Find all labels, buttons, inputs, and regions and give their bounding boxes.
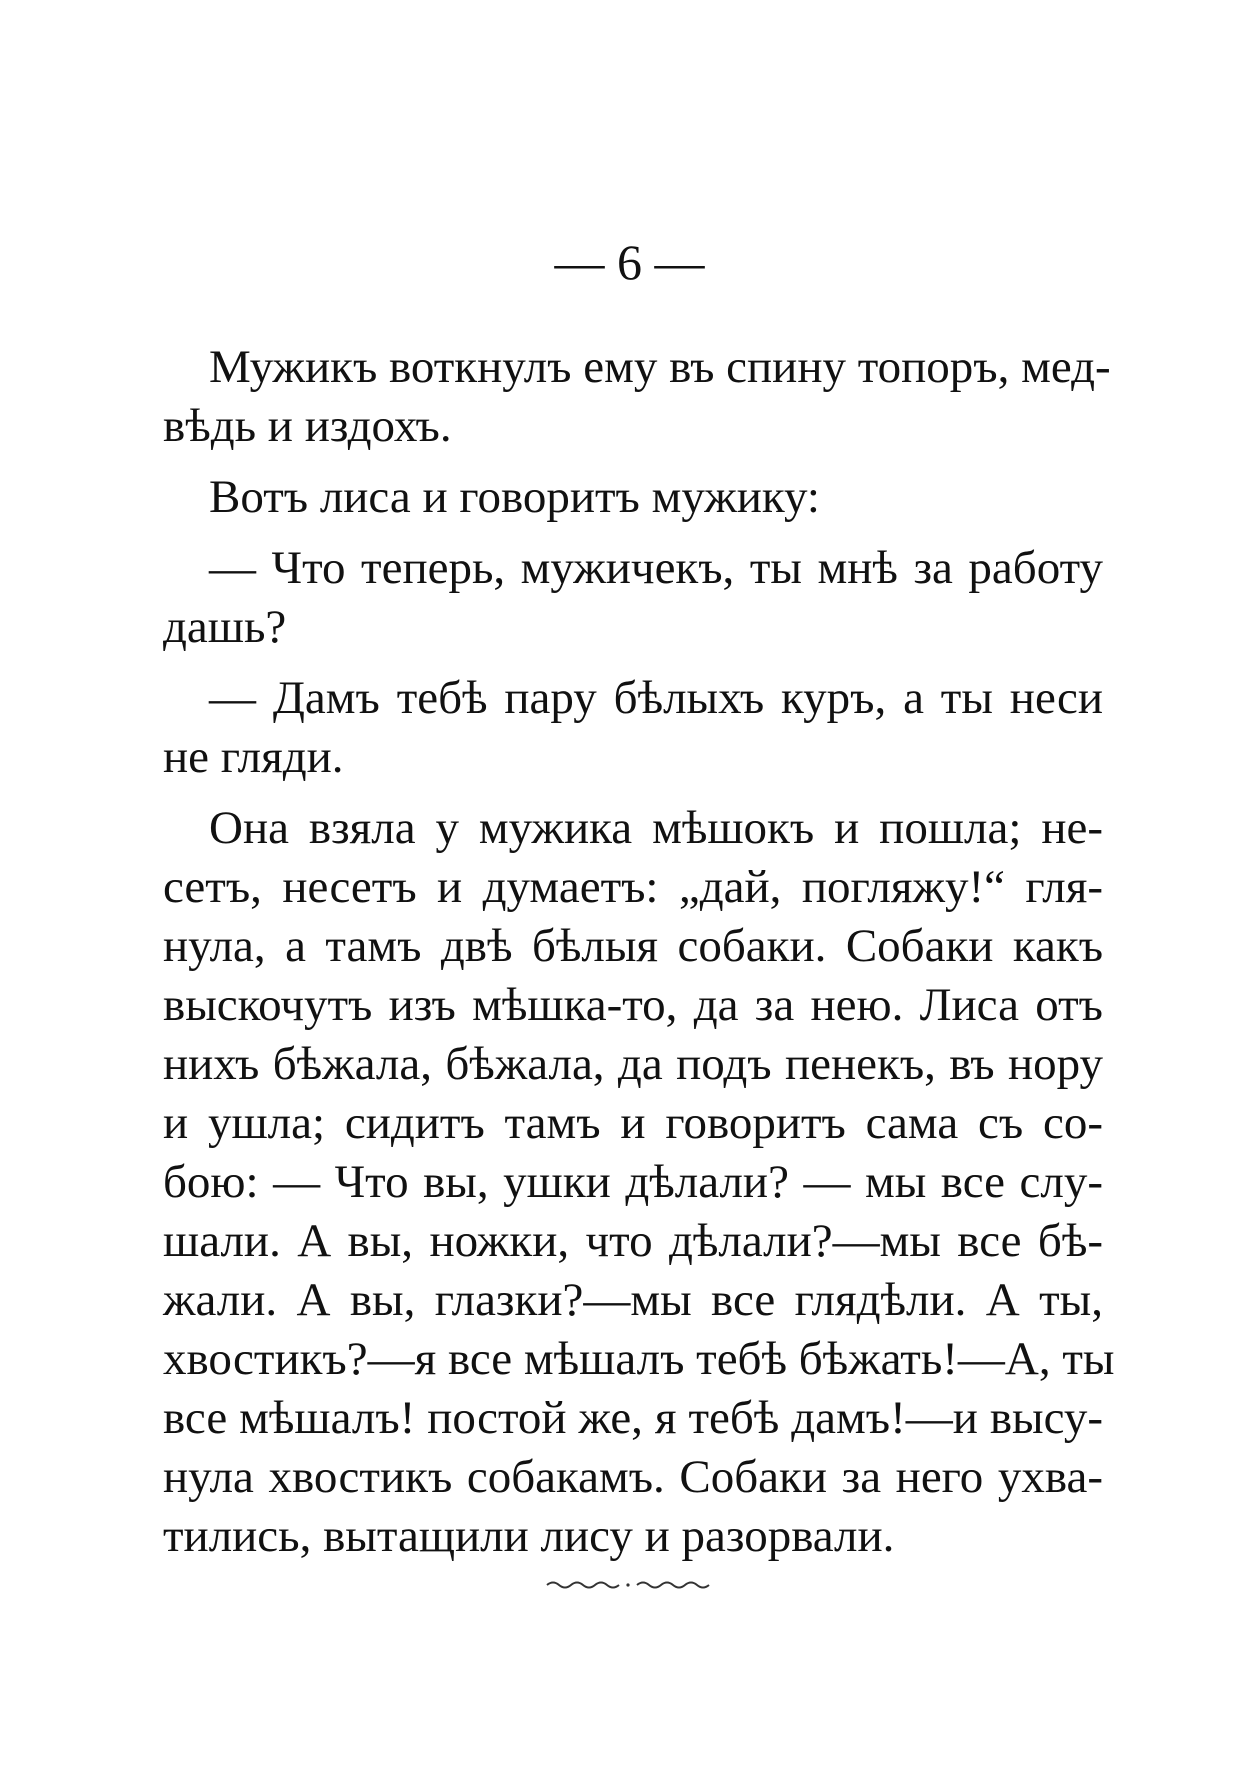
text-line: дашь? [163, 601, 287, 653]
text-line: шали. А вы, ножки, что дѣлали?—мы все бѣ- [163, 1215, 1103, 1267]
text-line: сетъ, несетъ и думаетъ: „дай, погляжу!“ гля- [163, 861, 1103, 913]
text-line: — Что теперь, мужичекъ, ты мнѣ за работу [209, 542, 1103, 594]
text-line: нихъ бѣжала, бѣжала, да подъ пенекъ, въ нору [163, 1038, 1103, 1090]
text-line: хвостикъ?—я все мѣшалъ тебѣ бѣжать!—А, ты [163, 1333, 1115, 1385]
text-line: нула, а тамъ двѣ бѣлыя собаки. Собаки какъ [163, 920, 1103, 972]
text-line: не гляди. [163, 731, 344, 783]
text-line: тились, вытащили лису и разорвали. [163, 1510, 895, 1562]
text-line: Мужикъ воткнулъ ему въ спину топоръ, мед- [209, 341, 1111, 393]
text-line: Вотъ лиса и говоритъ мужику: [209, 471, 820, 523]
page-number: — 6 — [554, 234, 705, 290]
story-text [163, 338, 1115, 1566]
text-line: и ушла; сидитъ тамъ и говоритъ сама съ со- [163, 1097, 1103, 1149]
text-line: все мѣшалъ! постой же, я тебѣ дамъ!—и высу- [163, 1392, 1103, 1444]
end-ornament [0, 1576, 1259, 1595]
text-line: выскочутъ изъ мѣшка-то, да за нею. Лиса отъ [163, 979, 1103, 1031]
tailpiece-ornament-icon [545, 1577, 715, 1591]
text-line: нула хвостикъ собакамъ. Собаки за него ухва- [163, 1451, 1103, 1503]
text-line: бою: — Что вы, ушки дѣлали? — мы все слу- [163, 1156, 1103, 1208]
text-line: вѣдь и издохъ. [163, 400, 452, 452]
text-line: жали. А вы, глазки?—мы все глядѣли. А ты, [163, 1274, 1103, 1326]
text-line: Она взяла у мужика мѣшокъ и пошла; не- [209, 802, 1103, 854]
text-line: — Дамъ тебѣ пару бѣлыхъ куръ, а ты неси [209, 672, 1103, 724]
